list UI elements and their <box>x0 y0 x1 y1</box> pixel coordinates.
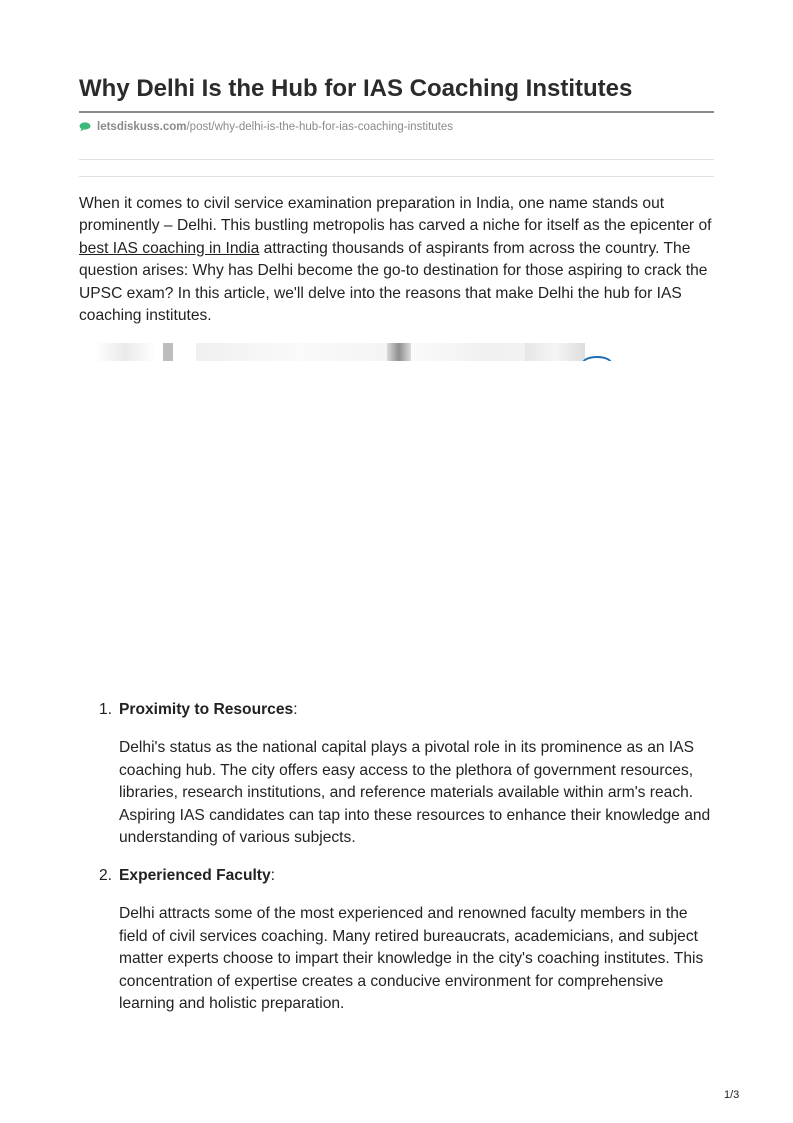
source-link[interactable] <box>79 119 453 135</box>
section-heading-text: Proximity to Resources <box>119 701 294 718</box>
divider <box>79 159 714 160</box>
list-item-number: 2. <box>99 866 113 884</box>
intro-text: attracting thousands of aspirants from across the country. The question arises: Why has Delhi become the go-to destination for those aspiring to crack the UPSC exam? In this article, we'll delve into the reasons that make Delhi the hub for IAS coaching institutes. <box>79 239 708 325</box>
best-ias-coaching-link[interactable]: best IAS coaching in India <box>79 239 260 257</box>
source-domain: letsdiskuss.com <box>97 121 187 133</box>
intro-paragraph <box>79 193 719 327</box>
list-item <box>79 866 719 1016</box>
page-number: 1/3 <box>724 1089 740 1101</box>
section-body: Delhi's status as the national capital plays a pivotal role in its prominence as an IAS coaching hub. The city offers easy access to the plethora of government resources, libraries, research institutions, and reference materials available within arm's reach. Aspiring IAS candidates can tap into these resources to enhance their knowledge and understanding of various subjects. <box>119 739 711 847</box>
section-heading-text: Experienced Faculty <box>119 866 271 884</box>
list-item-number: 1. <box>99 701 113 718</box>
article-image <box>95 343 642 361</box>
image-fragment <box>525 343 585 361</box>
seal-icon <box>582 356 612 361</box>
image-fragment <box>387 343 411 361</box>
source-path: /post/why-delhi-is-the-hub-for-ias-coaching-institutes <box>186 121 454 133</box>
chat-bubble-icon <box>79 121 91 133</box>
image-fragment <box>163 343 173 361</box>
section-heading-suffix: : <box>293 701 298 718</box>
page-title: Why Delhi Is the Hub for IAS Coaching Institutes <box>79 75 633 102</box>
title-divider <box>79 111 714 113</box>
image-fragment <box>196 343 401 361</box>
intro-text: When it comes to civil service examination preparation in India, one name stands out prominently – Delhi. This bustling metropolis has carved a niche for itself as the epicenter of <box>79 195 712 235</box>
section-heading <box>119 700 719 720</box>
section-body: Delhi attracts some of the most experienced and renowned faculty members in the field of civil services coaching. Many retired bureaucrats, academicians, and subject matter experts choose to impart their knowledge in the city's coaching institutes. This concentration of expertise creates a conducive environment for comprehensive learning and holistic preparation. <box>119 904 704 1013</box>
divider <box>79 176 714 177</box>
list-item <box>79 700 719 850</box>
section-heading-suffix: : <box>270 866 276 884</box>
image-fragment <box>95 343 155 361</box>
reasons-list <box>79 700 719 1016</box>
section-heading <box>119 866 719 886</box>
